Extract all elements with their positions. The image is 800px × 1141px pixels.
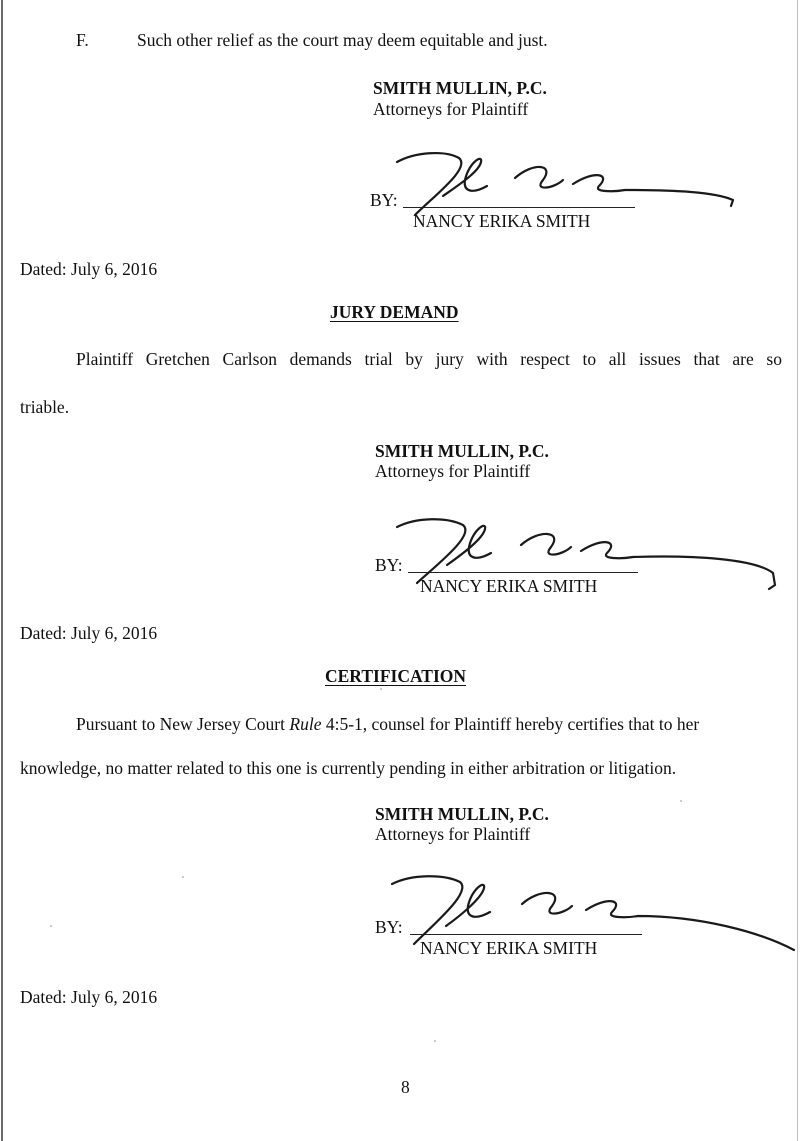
attorney-name-1: NANCY ERIKA SMITH [413,211,591,231]
dated-1: Dated: July 6, 2016 [20,259,158,279]
firm-name-2: SMITH MULLIN, P.C. [375,441,549,461]
firm-name-3: SMITH MULLIN, P.C. [375,804,549,824]
by-label-1: BY: [370,190,398,210]
page-right-edge [797,0,798,1141]
attorney-name-2: NANCY ERIKA SMITH [420,576,598,596]
dated-3: Dated: July 6, 2016 [20,987,158,1007]
scan-speck [182,876,184,878]
page-number: 8 [401,1077,410,1097]
firm-role-1: Attorneys for Plaintiff [373,99,529,119]
scan-speck [680,800,682,802]
jury-demand-text-line-2: triable. [20,397,70,417]
jury-demand-text-line-1: Plaintiff Gretchen Carlson demands trial by jury with respect to all issues that are so [76,349,782,369]
by-label-3: BY: [375,917,403,937]
page-left-edge [1,0,3,1141]
jury-demand-heading: JURY DEMAND [330,302,459,322]
dated-2: Dated: July 6, 2016 [20,623,158,643]
certification-text-line-2: knowledge, no matter related to this one is currently pending in either arbitration or litigation. [20,758,677,778]
relief-letter: F. [76,30,89,50]
certification-heading: CERTIFICATION [325,666,467,686]
certification-text-line-1 [76,714,699,735]
scan-speck [50,925,52,927]
scan-speck [380,688,382,690]
firm-name-1: SMITH MULLIN, P.C. [373,78,547,98]
relief-text: Such other relief as the court may deem equitable and just. [137,30,548,50]
certification-text-pre: Pursuant to New Jersey Court [76,714,290,734]
scan-speck [434,1040,436,1042]
by-label-2: BY: [375,555,403,575]
attorney-name-3: NANCY ERIKA SMITH [420,938,598,958]
certification-text-post: 4:5-1, counsel for Plaintiff hereby certifies that to her [321,714,700,734]
certification-rule-word: Rule [289,714,322,734]
firm-role-2: Attorneys for Plaintiff [375,461,531,481]
firm-role-3: Attorneys for Plaintiff [375,824,531,844]
